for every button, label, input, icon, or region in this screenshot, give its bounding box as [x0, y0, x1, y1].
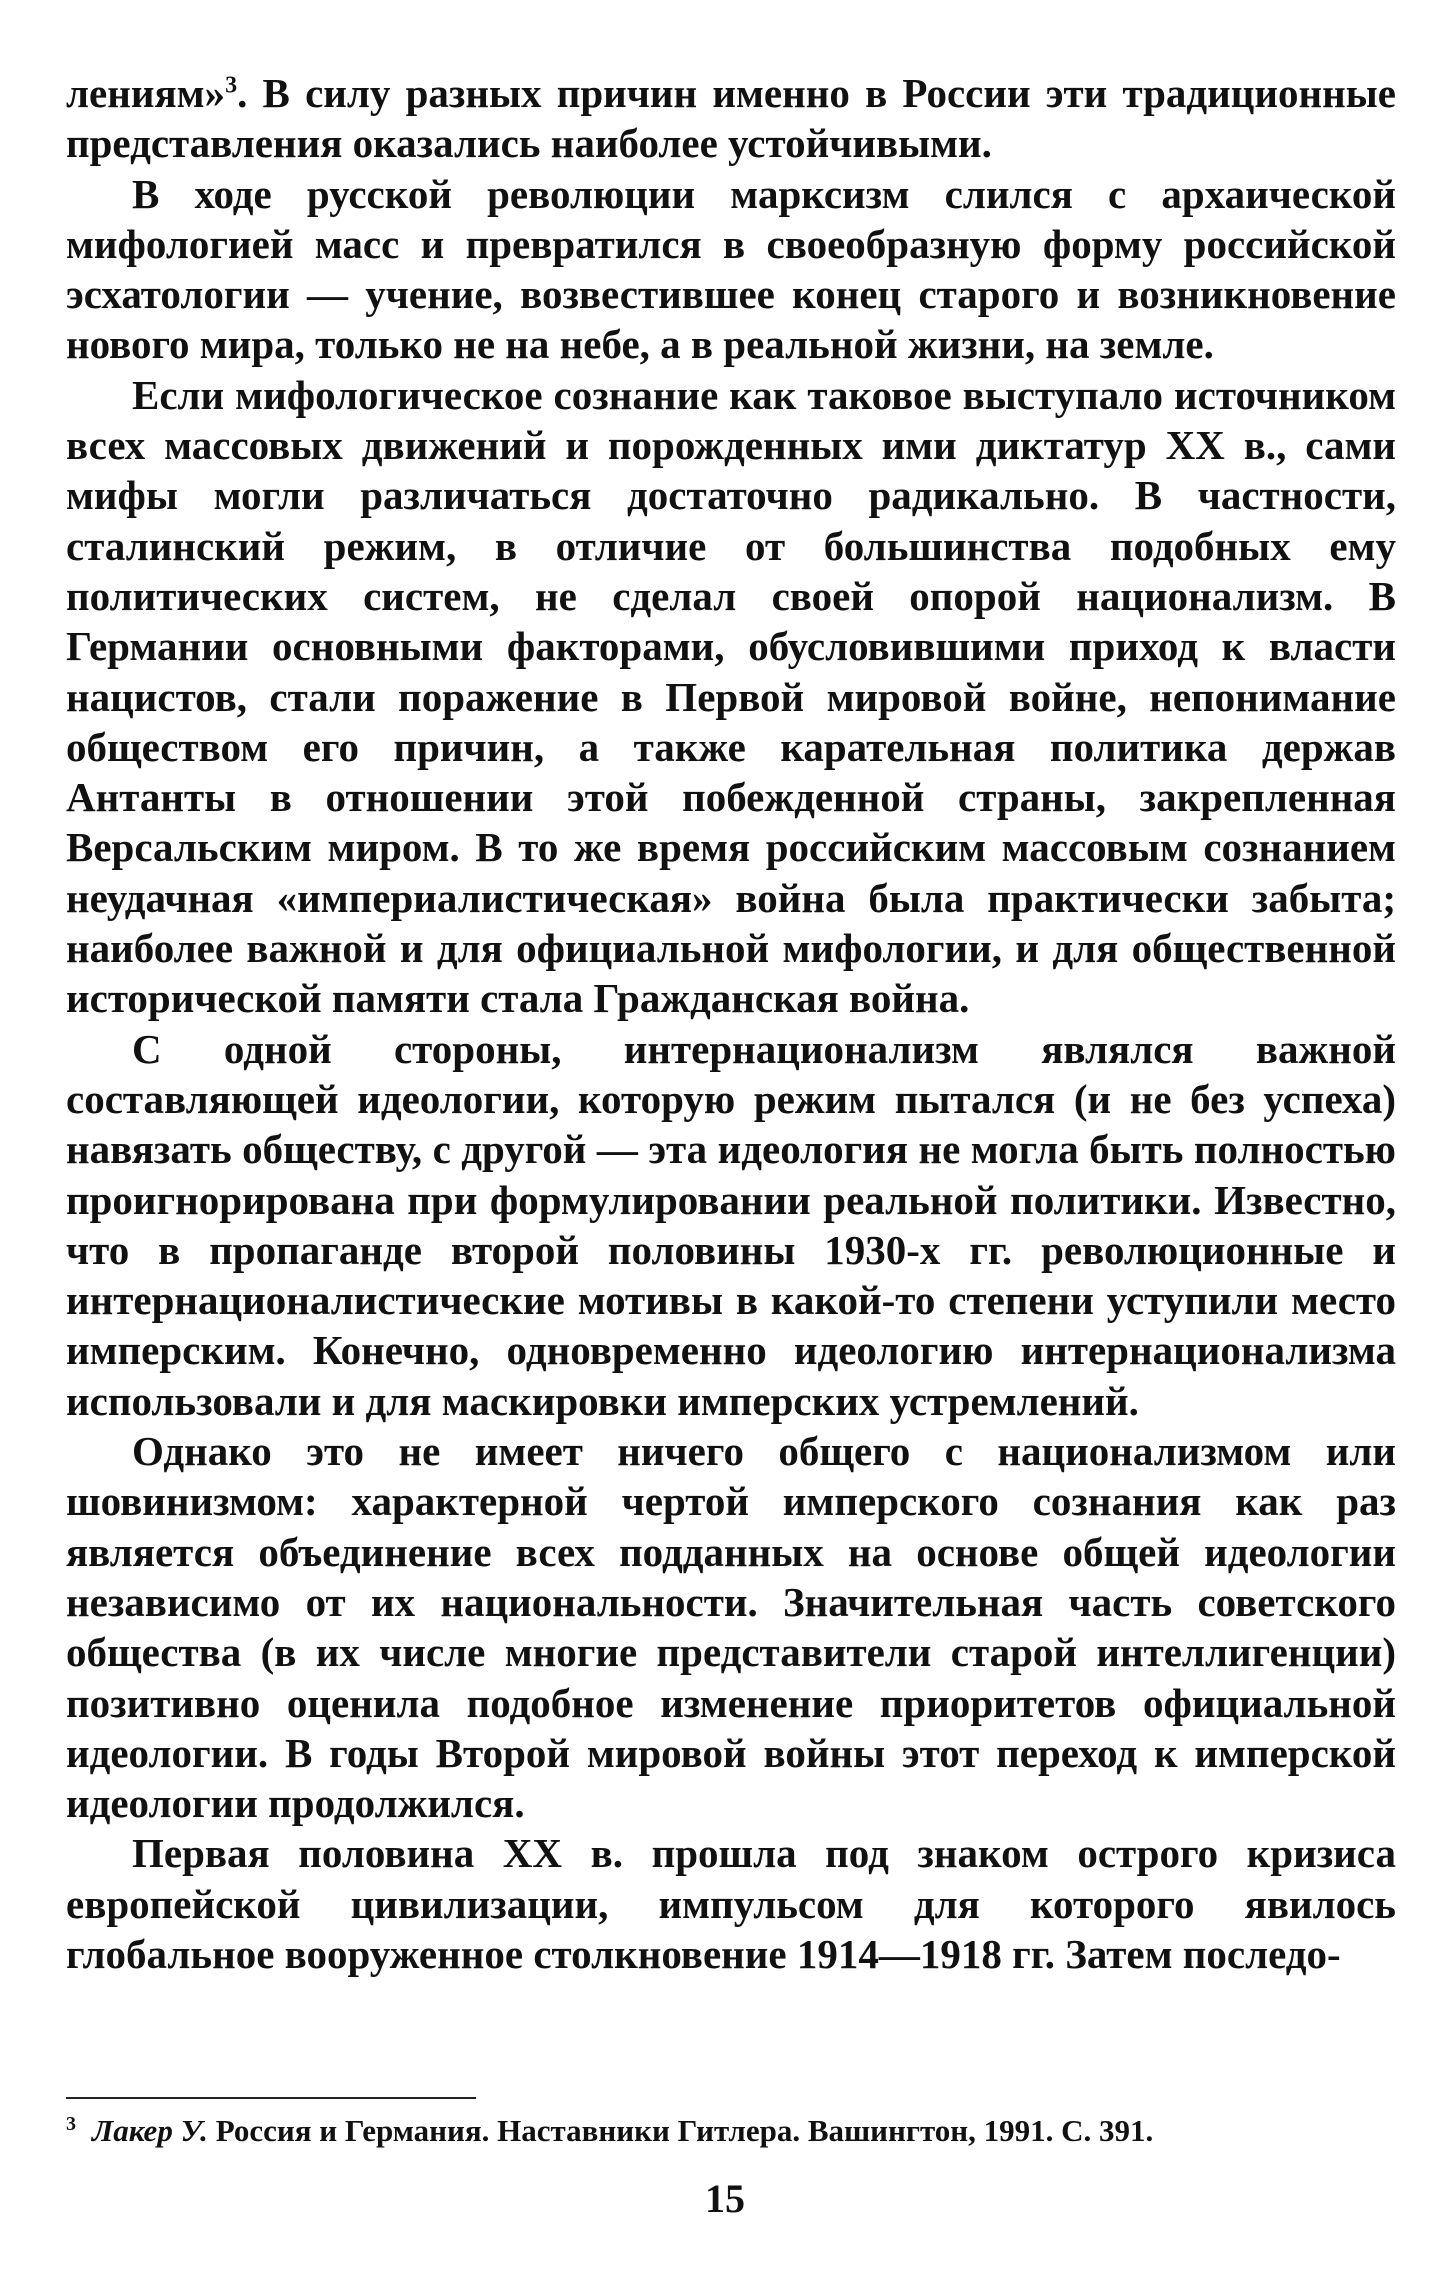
paragraph-1-start: лениям» [66, 70, 226, 116]
paragraph-3: Если мифологическое сознание как таковое выступало источником всех массовых движений и порожденных ими диктатур XX в., сами мифы могли различаться достаточно радикально. В частности, сталинский режим, в отличие от большинства подобных ему политических систем, не сделал своей опорой национализм. В Германии основными факторами, обусловившими приход к власти нацистов, стали поражение в Первой мировой войне, непонимание обществом его причин, а также карательная политика держав Антанты в отношении этой побежденной страны, закрепленная Версальским миром. В то же время российским массовым сознанием неудачная «империалистическая» война была практически забыта; наиболее важной и для официальной мифологии, и для общественной исторической памяти стала Гражданская война. [66, 371, 1396, 1022]
page-number: 15 [705, 2176, 745, 2221]
footnote-divider [66, 2097, 476, 2099]
footnote-number: 3 [66, 2112, 76, 2135]
footnote-author: Лакер У. [92, 2113, 208, 2148]
paragraph-4: С одной стороны, интернационализм являлся важной составляющей идеологии, которую режим пытался (и не без успеха) навязать обществу, с другой — эта идеология не могла быть полностью проигнорирована при формулировании реальной политики. Известно, что в пропаганде второй половины 1930-х гг. революционные и интернационалистические мотивы в какой-то степени уступили место имперским. Конечно, одновременно идеологию интернационализма использовали и для маскировки имперских устремлений. [66, 1025, 1396, 1424]
paragraph-1-end: . В силу разных причин именно в России эти традиционные представления оказались наиболее устойчивыми. [66, 70, 1396, 167]
footnote-text: Россия и Германия. Наставники Гитлера. Вашингтон, 1991. С. 391. [215, 2113, 1154, 2148]
paragraph-1 [66, 68, 1396, 169]
footnote [66, 2112, 1396, 2150]
footnote-reference: 3 [225, 72, 238, 99]
main-text [66, 68, 1396, 1979]
paragraph-2: В ходе русской революции марксизм слился с архаической мифологией масс и превратился в своеобразную форму российской эсхатологии — учение, возвестившее конец старого и возникновение нового мира, только не на небе, а в реальной жизни, на земле. [66, 170, 1396, 368]
paragraph-6: Первая половина XX в. прошла под знаком острого кризиса европейской цивилизации, импульсом для которого явилось глобальное вооруженное столкновение 1914—1918 гг. Затем последо- [66, 1830, 1396, 1977]
paragraph-5: Однако это не имеет ничего общего с национализмом или шовинизмом: характерной чертой имперского сознания как раз является объединение всех подданных на основе общей идеологии независимо от их национальности. Значительная часть советского общества (в их числе многие представители старой интеллигенции) позитивно оценила подобное изменение приоритетов официальной идеологии. В годы Второй мировой войны этот переход к имперской идеологии продолжился. [66, 1428, 1396, 1827]
